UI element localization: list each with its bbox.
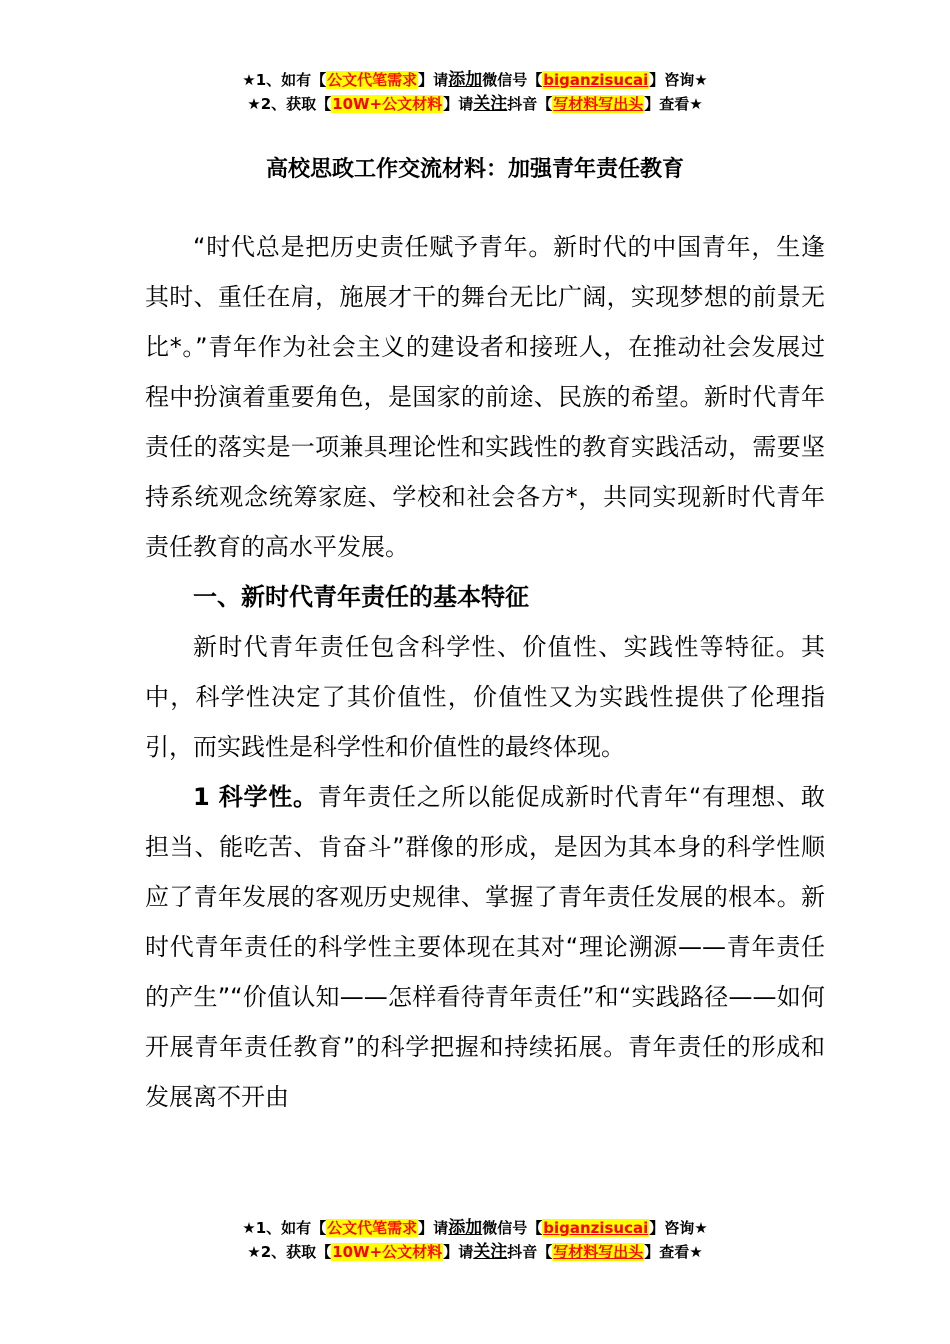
paragraph-intro: “时代总是把历史责任赋予青年。新时代的中国青年，生逢其时、重任在肩，施展才干的舞台无比广阔，实现梦想的前景无比*。”青年作为社会主义的建设者和接班人，在推动社会发展过程中扮演着重要角色，是国家的前途、民族的希望。新时代青年责任的落实是一项兼具理论性和实践性的教育实践活动，需要坚持系统观念统筹家庭、学校和社会各方*，共同实现新时代青年责任教育的高水平发展。 xyxy=(145,233,825,561)
banner-wechat-id: biganzisucai xyxy=(543,71,649,89)
banner-text: 】请 xyxy=(418,1219,449,1237)
banner-line-2 xyxy=(0,1240,950,1264)
banner-text: 】查看★ xyxy=(644,95,703,113)
banner-text: 】请 xyxy=(418,71,449,89)
banner-douyin-id: 写材料写出头 xyxy=(553,1243,644,1261)
banner-emphasis: 添加 xyxy=(448,1218,483,1238)
banner-line-1 xyxy=(0,1216,950,1240)
banner-highlight: 公文代笔需求 xyxy=(327,1219,418,1237)
paragraph-features: 新时代青年责任包含科学性、价值性、实践性等特征。其中，科学性决定了其价值性，价值性又为实践性提供了伦理指引，而实践性是科学性和价值性的最终体现。 xyxy=(145,633,825,761)
banner-text: 】请 xyxy=(443,1243,474,1261)
paragraph-scientific-text: 青年责任之所以能促成新时代青年“有理想、敢担当、能吃苦、肯奋斗”群像的形成，是因为其本身的科学性顺应了青年发展的客观历史规律、掌握了青年责任发展的根本。新时代青年责任的科学性主要体现在其对“理论溯源——青年责任的产生”“价值认知——怎样看待青年责任”和“实践路径——如何开展青年责任教育”的科学把握和持续拓展。青年责任的形成和发展离不开由 xyxy=(145,783,825,1111)
banner-text: ★2、获取【 xyxy=(247,1243,332,1261)
banner-text: 】请 xyxy=(443,95,474,113)
banner-emphasis: 关注 xyxy=(473,1242,508,1262)
banner-emphasis: 关注 xyxy=(473,94,508,114)
document-title: 高校思政工作交流材料：加强青年责任教育 xyxy=(265,157,684,182)
banner-highlight: 公文代笔需求 xyxy=(327,71,418,89)
banner-text: 】查看★ xyxy=(644,1243,703,1261)
banner-highlight: 10W+公文材料 xyxy=(332,95,443,113)
footer-banner xyxy=(0,1216,950,1264)
paragraph-scientific xyxy=(145,772,825,1122)
section-heading: 一、新时代青年责任的基本特征 xyxy=(193,583,529,611)
banner-text: 微信号【 xyxy=(482,71,543,89)
banner-text: 微信号【 xyxy=(482,1219,543,1237)
banner-text: 抖音【 xyxy=(507,1243,553,1261)
header-banner xyxy=(0,68,950,116)
banner-line-1 xyxy=(0,68,950,92)
banner-text: ★2、获取【 xyxy=(247,95,332,113)
banner-text: ★1、如有【 xyxy=(242,71,327,89)
paragraph-lead: 1 科学性。 xyxy=(193,783,318,811)
banner-text: ★1、如有【 xyxy=(242,1219,327,1237)
banner-line-2 xyxy=(0,92,950,116)
banner-highlight: 10W+公文材料 xyxy=(332,1243,443,1261)
banner-text: 】咨询★ xyxy=(649,71,708,89)
document-body xyxy=(145,222,825,1122)
banner-text: 抖音【 xyxy=(507,95,553,113)
banner-wechat-id: biganzisucai xyxy=(543,1219,649,1237)
banner-douyin-id: 写材料写出头 xyxy=(553,95,644,113)
banner-text: 】咨询★ xyxy=(649,1219,708,1237)
banner-emphasis: 添加 xyxy=(448,70,483,90)
